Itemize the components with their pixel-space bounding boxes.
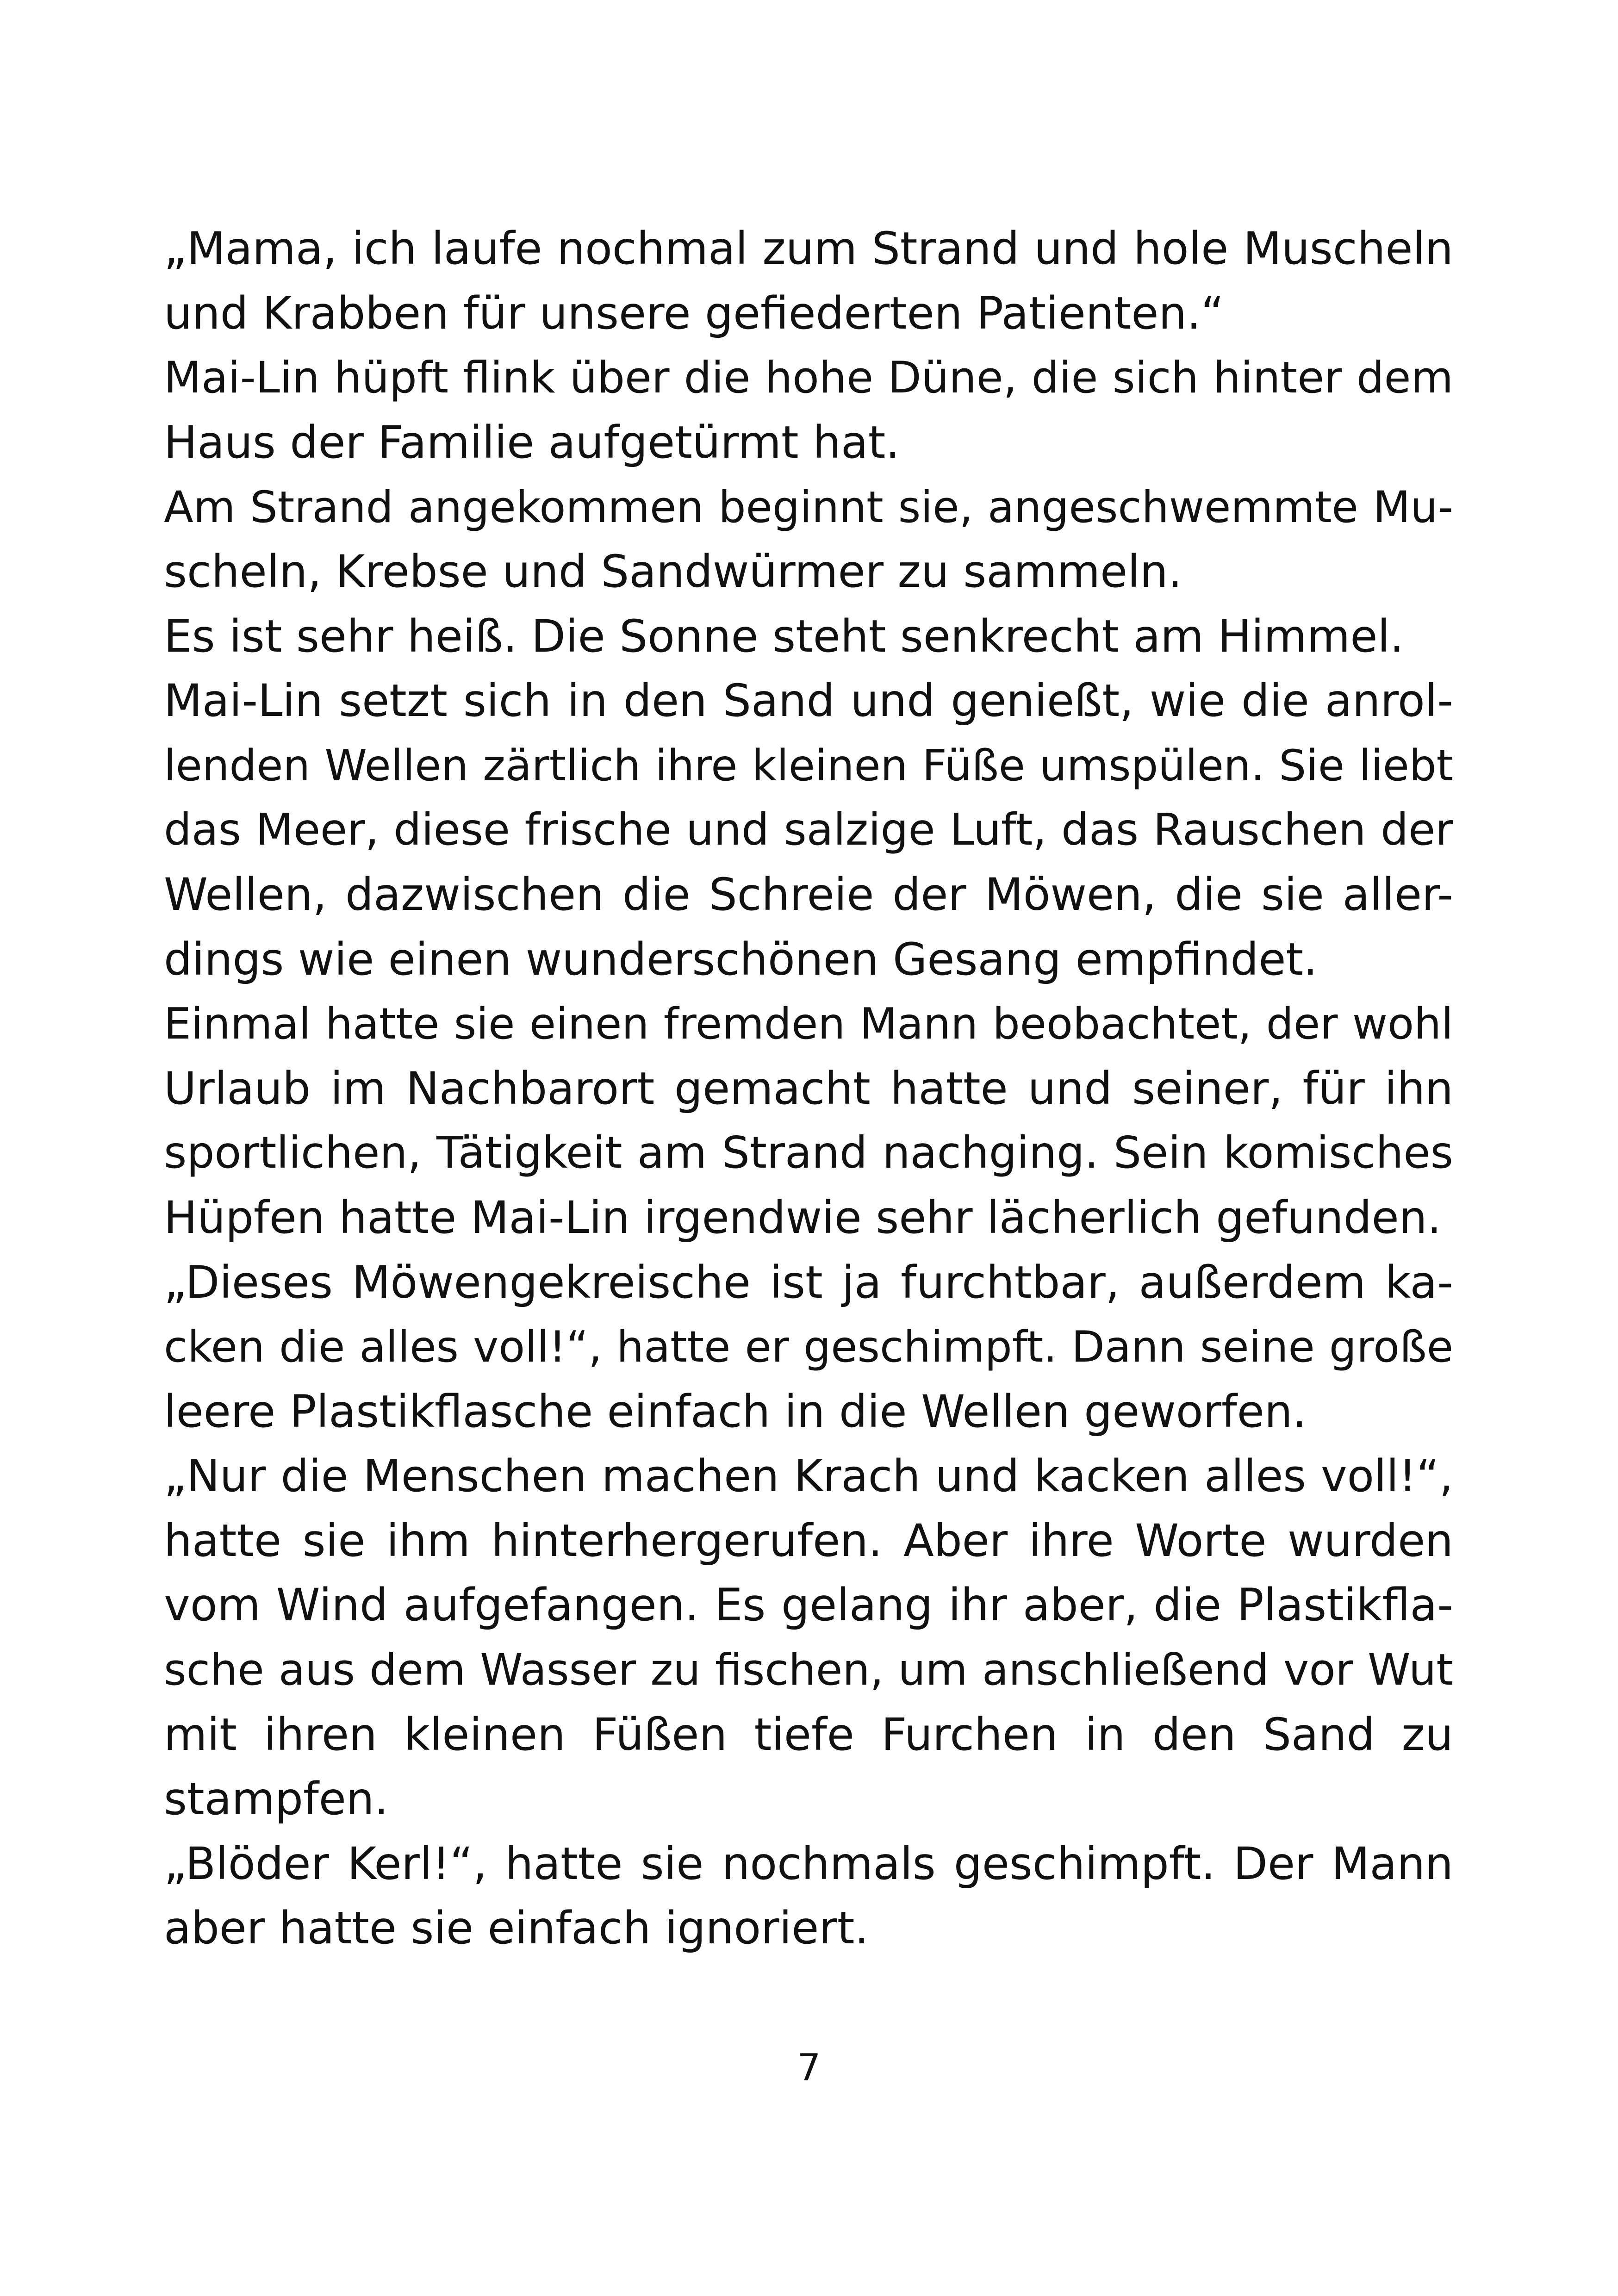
- text-line: Mai-Lin setzt sich in den Sand und genießt, wie die anrol-: [164, 675, 1453, 727]
- text-line: Wellen, dazwischen die Schreie der Möwen, die sie aller-: [164, 868, 1453, 921]
- text-line: scheln, Krebse und Sandwürmer zu sammeln.: [164, 545, 1182, 597]
- body-text: [164, 217, 1453, 1961]
- page-number: 7: [797, 2046, 821, 2089]
- text-line: mit ihren kleinen Füßen tiefe Furchen in den Sand zu: [164, 1708, 1453, 1761]
- text-line: „Nur die Menschen machen Krach und kacken alles voll!“,: [164, 1450, 1453, 1502]
- text-line: Urlaub im Nachbarort gemacht hatte und seiner, für ihn: [164, 1062, 1453, 1114]
- text-line: das Meer, diese frische und salzige Luft, das Rauschen der: [164, 804, 1453, 856]
- text-line: und Krabben für unsere gefiederten Patienten.“: [164, 287, 1224, 339]
- text-line: aber hatte sie einfach ignoriert.: [164, 1902, 869, 1954]
- text-line: „Mama, ich laufe nochmal zum Strand und hole Muscheln: [164, 223, 1453, 274]
- text-line: Mai-Lin hüpft flink über die hohe Düne, die sich hinter dem: [164, 353, 1453, 404]
- text-line: sche aus dem Wasser zu fischen, um anschließend vor Wut: [164, 1645, 1453, 1696]
- text-line: leere Plastikflasche einfach in die Wellen geworfen.: [164, 1385, 1307, 1437]
- text-line: Am Strand angekommen beginnt sie, angeschwemmte Mu-: [164, 482, 1453, 533]
- text-line: „Dieses Möwengekreische ist ja furchtbar, außerdem ka-: [164, 1256, 1453, 1308]
- text-line: sportlichen, Tätigkeit am Strand nachging. Sein komisches: [164, 1127, 1453, 1179]
- text-line: Haus der Familie aufgetürmt hat.: [164, 416, 900, 468]
- text-line: dings wie einen wunderschönen Gesang empfindet.: [164, 933, 1318, 985]
- text-line: cken die alles voll!“, hatte er geschimpft. Dann seine große: [164, 1322, 1453, 1372]
- text-line: Hüpfen hatte Mai-Lin irgendwie sehr lächerlich gefunden.: [164, 1191, 1442, 1244]
- text-line: Einmal hatte sie einen fremden Mann beobachtet, der wohl: [164, 999, 1453, 1049]
- text-line: Es ist sehr heiß. Die Sonne steht senkrecht am Himmel.: [164, 610, 1404, 662]
- text-line: stampfen.: [164, 1773, 389, 1825]
- text-line: „Blöder Kerl!“, hatte sie nochmals geschimpft. Der Mann: [164, 1837, 1453, 1890]
- text-line: lenden Wellen zärtlich ihre kleinen Füße umspülen. Sie liebt: [164, 740, 1453, 790]
- text-line: hatte sie ihm hinterhergerufen. Aber ihre Worte wurden: [164, 1514, 1453, 1567]
- text-line: vom Wind aufgefangen. Es gelang ihr aber, die Plastikfla-: [164, 1579, 1453, 1631]
